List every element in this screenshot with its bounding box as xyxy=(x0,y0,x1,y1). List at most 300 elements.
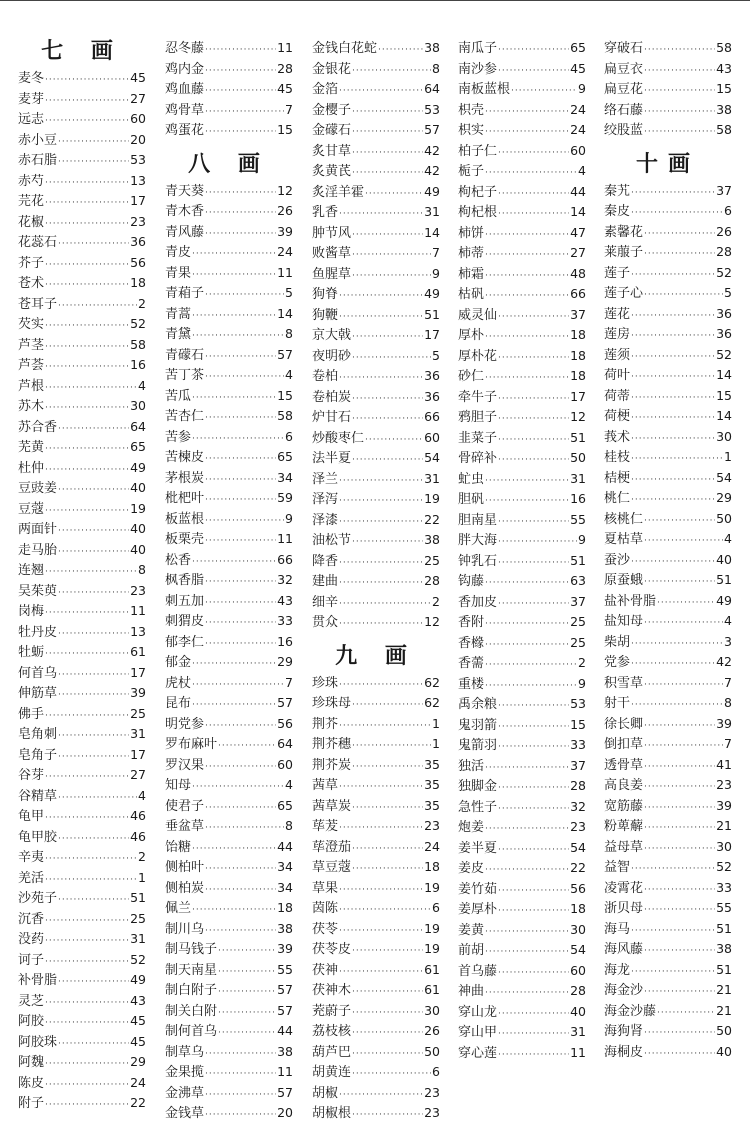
entry-name: 忍冬藤 xyxy=(165,41,205,56)
leader-dots xyxy=(58,583,129,604)
leader-dots xyxy=(339,921,423,942)
index-entry xyxy=(604,263,732,284)
leader-dots xyxy=(644,285,723,306)
leader-dots xyxy=(498,881,569,902)
index-entry xyxy=(312,571,440,592)
entry-page-number: 24 xyxy=(570,122,586,137)
entry-name: 辛夷 xyxy=(18,850,45,865)
entry-page-number: 56 xyxy=(570,880,586,896)
index-entry xyxy=(18,478,146,499)
leader-dots xyxy=(644,224,715,245)
entry-name: 昆布 xyxy=(165,696,192,711)
entry-name: 枸杞根 xyxy=(458,205,498,220)
leader-dots xyxy=(205,347,276,368)
leader-dots xyxy=(45,952,129,973)
entry-page-number: 29 xyxy=(277,654,293,669)
index-entry xyxy=(18,294,146,315)
entry-name: 狗鞭 xyxy=(312,307,339,323)
entry-page-number: 14 xyxy=(424,224,440,240)
entry-page-number: 54 xyxy=(716,469,732,485)
entry-page-number: 54 xyxy=(570,839,586,855)
entry-page-number: 60 xyxy=(130,111,146,126)
index-entry xyxy=(604,1042,732,1063)
leader-dots xyxy=(631,388,715,409)
index-entry xyxy=(604,837,732,858)
leader-dots xyxy=(205,818,284,839)
entry-name: 射干 xyxy=(604,696,631,711)
entry-page-number: 9 xyxy=(432,265,440,281)
entry-name: 鸡蛋花 xyxy=(165,123,205,138)
leader-dots xyxy=(339,368,423,389)
entry-name: 胡椒 xyxy=(312,1085,339,1101)
index-entry xyxy=(18,1073,146,1094)
leader-dots xyxy=(498,348,569,369)
leader-dots xyxy=(631,634,723,655)
entry-name: 茯神木 xyxy=(312,983,352,998)
index-entry xyxy=(18,642,146,663)
entry-name: 柿霜 xyxy=(458,266,485,282)
entry-page-number: 34 xyxy=(277,469,293,485)
index-entry xyxy=(312,551,440,572)
leader-dots xyxy=(45,1013,129,1034)
leader-dots xyxy=(644,675,723,696)
entry-page-number: 15 xyxy=(716,387,732,403)
entry-name: 花蕊石 xyxy=(18,235,58,250)
index-entry xyxy=(18,827,146,848)
entry-page-number: 8 xyxy=(285,818,293,833)
entry-name: 谷芽 xyxy=(18,768,45,783)
index-entry xyxy=(458,715,586,736)
entry-page-number: 11 xyxy=(277,40,293,55)
index-entry xyxy=(18,663,146,684)
index-entry xyxy=(604,960,732,981)
entry-page-number: 2 xyxy=(138,849,146,864)
entry-page-number: 20 xyxy=(277,1105,293,1120)
leader-dots xyxy=(205,634,276,655)
leader-dots xyxy=(45,501,129,522)
index-entry xyxy=(312,510,440,531)
entry-page-number: 58 xyxy=(716,122,732,137)
entry-page-number: 57 xyxy=(277,695,293,710)
leader-dots xyxy=(352,102,423,123)
entry-page-number: 38 xyxy=(716,941,732,956)
index-entry xyxy=(458,1002,586,1023)
index-entry xyxy=(312,816,440,837)
entry-name: 盐补骨脂 xyxy=(604,593,657,609)
entry-page-number: 57 xyxy=(277,982,293,997)
entry-name: 龟甲胶 xyxy=(18,829,58,845)
entry-page-number: 13 xyxy=(130,623,146,639)
leader-dots xyxy=(45,460,129,481)
leader-dots xyxy=(498,512,569,533)
entry-name: 茯苓皮 xyxy=(312,942,352,957)
entry-name: 穿心莲 xyxy=(458,1045,498,1061)
entry-page-number: 7 xyxy=(724,674,732,690)
entry-page-number: 55 xyxy=(716,900,732,915)
leader-dots xyxy=(498,737,569,758)
entry-page-number: 37 xyxy=(570,757,586,773)
index-entry xyxy=(18,150,146,171)
index-entry xyxy=(312,489,440,510)
entry-name: 积雪草 xyxy=(604,675,644,691)
entry-name: 海金沙 xyxy=(604,983,644,998)
leader-dots xyxy=(352,61,431,82)
index-entry xyxy=(18,519,146,540)
entry-name: 党参 xyxy=(604,655,631,670)
entry-name: 胆南星 xyxy=(458,512,498,528)
leader-dots xyxy=(485,573,569,594)
leader-dots xyxy=(339,1085,423,1106)
index-entry xyxy=(165,509,293,530)
entry-page-number: 58 xyxy=(716,40,732,55)
entry-name: 莲须 xyxy=(604,347,631,363)
index-entry xyxy=(458,1043,586,1064)
entry-name: 急性子 xyxy=(458,799,498,815)
entry-page-number: 20 xyxy=(130,131,146,147)
index-entry xyxy=(165,611,293,632)
leader-dots xyxy=(485,245,569,266)
index-entry xyxy=(165,100,293,121)
leader-dots xyxy=(45,931,129,952)
leader-dots xyxy=(45,111,129,132)
index-entry xyxy=(18,191,146,212)
leader-dots xyxy=(644,122,715,143)
index-entry xyxy=(604,509,732,530)
leader-dots xyxy=(498,1045,569,1066)
entry-page-number: 34 xyxy=(277,859,293,874)
entry-name: 侧柏叶 xyxy=(165,860,205,875)
entry-page-number: 4 xyxy=(138,787,146,803)
leader-dots xyxy=(205,367,284,388)
leader-dots xyxy=(339,81,423,102)
leader-dots xyxy=(45,337,129,358)
index-entry xyxy=(604,796,732,817)
leader-dots xyxy=(644,757,715,778)
leader-dots xyxy=(498,409,569,430)
entry-page-number: 23 xyxy=(424,1084,440,1100)
entry-name: 鸡内金 xyxy=(165,61,205,77)
entry-page-number: 6 xyxy=(285,428,293,444)
entry-page-number: 16 xyxy=(570,491,586,506)
entry-page-number: 16 xyxy=(130,357,146,372)
index-entry xyxy=(604,919,732,940)
leader-dots xyxy=(339,512,423,533)
leader-dots xyxy=(45,70,129,91)
entry-page-number: 57 xyxy=(277,1084,293,1100)
entry-page-number: 45 xyxy=(130,70,146,85)
index-entry xyxy=(165,570,293,591)
index-entry xyxy=(18,437,146,458)
entry-name: 高良姜 xyxy=(604,778,644,793)
top-rule xyxy=(0,0,750,1)
entry-page-number: 42 xyxy=(424,142,440,158)
entry-page-number: 18 xyxy=(570,347,586,363)
index-entry xyxy=(458,448,586,469)
entry-page-number: 54 xyxy=(570,942,586,957)
entry-page-number: 43 xyxy=(130,992,146,1008)
index-entry xyxy=(165,488,293,509)
entry-page-number: 53 xyxy=(424,101,440,117)
leader-dots xyxy=(58,1034,129,1055)
entry-page-number: 36 xyxy=(716,326,732,341)
entry-page-number: 34 xyxy=(277,879,293,895)
leader-dots xyxy=(339,614,423,635)
index-entry xyxy=(604,755,732,776)
index-entry xyxy=(604,59,732,80)
index-entry xyxy=(604,611,732,632)
entry-page-number: 4 xyxy=(724,531,732,546)
leader-dots xyxy=(45,1075,129,1096)
leader-dots xyxy=(644,716,715,737)
leader-dots xyxy=(631,470,715,491)
index-entry xyxy=(18,601,146,622)
leader-dots xyxy=(644,900,715,921)
entry-name: 牵牛子 xyxy=(458,389,498,405)
index-entry xyxy=(165,734,293,755)
leader-dots xyxy=(205,1064,276,1085)
leader-dots xyxy=(498,901,569,922)
entry-name: 炙甘草 xyxy=(312,143,352,159)
leader-dots xyxy=(352,532,423,553)
entry-page-number: 31 xyxy=(424,204,440,219)
entry-name: 重楼 xyxy=(458,676,485,692)
entry-name: 败酱草 xyxy=(312,246,352,261)
entry-page-number: 35 xyxy=(424,797,440,813)
index-entry xyxy=(18,560,146,581)
leader-dots xyxy=(45,275,129,296)
leader-dots xyxy=(58,747,129,768)
leader-dots xyxy=(205,122,276,143)
entry-name: 凌霄花 xyxy=(604,880,644,896)
leader-dots xyxy=(45,808,129,829)
index-entry xyxy=(18,314,146,335)
index-column-4 xyxy=(458,38,586,1063)
entry-page-number: 42 xyxy=(424,163,440,178)
entry-name: 牡蛎 xyxy=(18,645,45,660)
entry-page-number: 58 xyxy=(130,336,146,352)
entry-name: 金箔 xyxy=(312,82,339,97)
entry-name: 荜茇 xyxy=(312,819,339,834)
leader-dots xyxy=(205,285,284,306)
entry-name: 岗梅 xyxy=(18,604,45,619)
entry-name: 海马 xyxy=(604,921,631,937)
entry-name: 枯矾 xyxy=(458,287,485,302)
entry-page-number: 28 xyxy=(424,573,440,588)
entry-page-number: 27 xyxy=(130,90,146,106)
entry-name: 赤芍 xyxy=(18,173,45,189)
entry-page-number: 38 xyxy=(277,920,293,936)
entry-name: 荷叶 xyxy=(604,368,631,383)
entry-name: 芡实 xyxy=(18,317,45,332)
entry-page-number: 29 xyxy=(130,1054,146,1069)
index-entry xyxy=(165,1103,293,1124)
entry-page-number: 19 xyxy=(130,500,146,516)
leader-dots xyxy=(352,245,431,266)
index-entry xyxy=(18,888,146,909)
entry-name: 莲子 xyxy=(604,265,631,281)
entry-page-number: 39 xyxy=(716,797,732,813)
leader-dots xyxy=(45,1054,129,1075)
entry-name: 茜草 xyxy=(312,778,339,793)
index-entry xyxy=(165,1021,293,1042)
entry-page-number: 4 xyxy=(285,777,293,792)
entry-page-number: 35 xyxy=(424,777,440,792)
index-entry xyxy=(604,242,732,263)
index-entry xyxy=(458,161,586,182)
entry-name: 钩藤 xyxy=(458,574,485,589)
entry-name: 板蓝根 xyxy=(165,511,205,527)
entry-name: 莲花 xyxy=(604,306,631,322)
leader-dots xyxy=(205,921,276,942)
index-entry xyxy=(604,652,732,673)
entry-name: 降香 xyxy=(312,553,339,569)
index-entry xyxy=(458,858,586,879)
entry-page-number: 38 xyxy=(424,40,440,55)
index-entry xyxy=(604,120,732,141)
index-entry xyxy=(18,929,146,950)
index-entry xyxy=(312,592,440,613)
entry-page-number: 18 xyxy=(130,275,146,290)
entry-page-number: 56 xyxy=(130,254,146,270)
entry-page-number: 27 xyxy=(570,245,586,260)
leader-dots xyxy=(339,818,423,839)
leader-dots xyxy=(205,798,276,819)
entry-name: 羌活 xyxy=(18,870,45,886)
index-entry xyxy=(604,816,732,837)
leader-dots xyxy=(352,389,423,410)
entry-name: 阿胶 xyxy=(18,1014,45,1029)
entry-page-number: 22 xyxy=(424,511,440,527)
leader-dots xyxy=(352,1105,423,1126)
index-column-5 xyxy=(604,38,732,1062)
index-entry xyxy=(18,950,146,971)
index-entry xyxy=(165,1001,293,1022)
index-entry xyxy=(458,1022,586,1043)
index-entry xyxy=(458,571,586,592)
entry-name: 姜皮 xyxy=(458,861,485,876)
entry-name: 海龙 xyxy=(604,962,631,978)
entry-name: 秦艽 xyxy=(604,183,631,199)
entry-page-number: 4 xyxy=(285,367,293,382)
leader-dots xyxy=(205,40,276,61)
entry-name: 陈皮 xyxy=(18,1075,45,1091)
entry-name: 茜草炭 xyxy=(312,798,352,814)
entry-page-number: 15 xyxy=(277,387,293,403)
leader-dots xyxy=(644,777,715,798)
index-entry xyxy=(165,857,293,878)
entry-name: 赤石脂 xyxy=(18,153,58,168)
leader-dots xyxy=(58,521,129,542)
index-entry xyxy=(18,724,146,745)
leader-dots xyxy=(631,552,715,573)
index-entry xyxy=(604,365,732,386)
leader-dots xyxy=(192,839,276,860)
entry-page-number: 14 xyxy=(716,408,732,423)
entry-name: 秦皮 xyxy=(604,204,631,219)
index-entry xyxy=(312,1001,440,1022)
entry-page-number: 38 xyxy=(716,101,732,117)
entry-name: 穿破石 xyxy=(604,41,644,56)
leader-dots xyxy=(644,531,723,552)
index-entry xyxy=(18,273,146,294)
index-entry xyxy=(18,335,146,356)
entry-page-number: 30 xyxy=(716,428,732,444)
entry-name: 贯众 xyxy=(312,615,339,630)
index-entry xyxy=(458,981,586,1002)
leader-dots xyxy=(205,572,276,593)
index-entry xyxy=(604,468,732,489)
index-entry xyxy=(458,817,586,838)
entry-name: 谷精草 xyxy=(18,788,58,804)
index-entry xyxy=(312,325,440,346)
index-entry xyxy=(312,530,440,551)
entry-page-number: 6 xyxy=(724,203,732,218)
leader-dots xyxy=(339,553,423,574)
entry-name: 夏枯草 xyxy=(604,532,644,547)
index-entry xyxy=(165,960,293,981)
index-entry xyxy=(312,305,440,326)
leader-dots xyxy=(45,255,129,276)
entry-page-number: 36 xyxy=(716,305,732,321)
leader-dots xyxy=(45,398,129,419)
entry-name: 桃仁 xyxy=(604,491,631,506)
index-entry xyxy=(458,510,586,531)
entry-name: 麦冬 xyxy=(18,71,45,86)
entry-page-number: 23 xyxy=(130,213,146,229)
index-entry xyxy=(18,704,146,725)
leader-dots xyxy=(45,706,129,727)
index-entry xyxy=(165,816,293,837)
entry-page-number: 23 xyxy=(570,819,586,834)
entry-page-number: 33 xyxy=(277,613,293,628)
index-entry xyxy=(165,632,293,653)
entry-name: 益母草 xyxy=(604,839,644,855)
entry-page-number: 53 xyxy=(570,696,586,711)
entry-name: 卷柏炭 xyxy=(312,389,352,405)
entry-page-number: 27 xyxy=(130,767,146,782)
leader-dots xyxy=(498,963,569,984)
index-entry xyxy=(604,79,732,100)
entry-page-number: 53 xyxy=(130,152,146,167)
entry-page-number: 46 xyxy=(130,828,146,844)
entry-name: 刺猬皮 xyxy=(165,614,205,629)
entry-name: 姜黄 xyxy=(458,922,485,938)
leader-dots xyxy=(644,81,715,102)
leader-dots xyxy=(205,859,276,880)
index-entry xyxy=(312,837,440,858)
index-entry xyxy=(165,181,293,202)
entry-name: 刺五加 xyxy=(165,593,205,609)
leader-dots xyxy=(58,972,129,993)
entry-page-number: 25 xyxy=(130,910,146,926)
index-entry xyxy=(165,386,293,407)
entry-name: 荔枝核 xyxy=(312,1024,352,1039)
entry-page-number: 52 xyxy=(130,316,146,331)
entry-page-number: 18 xyxy=(570,901,586,916)
leader-dots xyxy=(58,685,129,706)
entry-page-number: 14 xyxy=(716,367,732,382)
leader-dots xyxy=(205,511,284,532)
entry-page-number: 40 xyxy=(130,521,146,536)
entry-page-number: 62 xyxy=(424,674,440,690)
entry-page-number: 18 xyxy=(570,327,586,342)
entry-name: 姜厚朴 xyxy=(458,902,498,917)
entry-name: 荷蒂 xyxy=(604,388,631,404)
entry-name: 炮姜 xyxy=(458,820,485,835)
index-entry xyxy=(165,775,293,796)
index-entry xyxy=(458,735,586,756)
leader-dots xyxy=(631,203,723,224)
